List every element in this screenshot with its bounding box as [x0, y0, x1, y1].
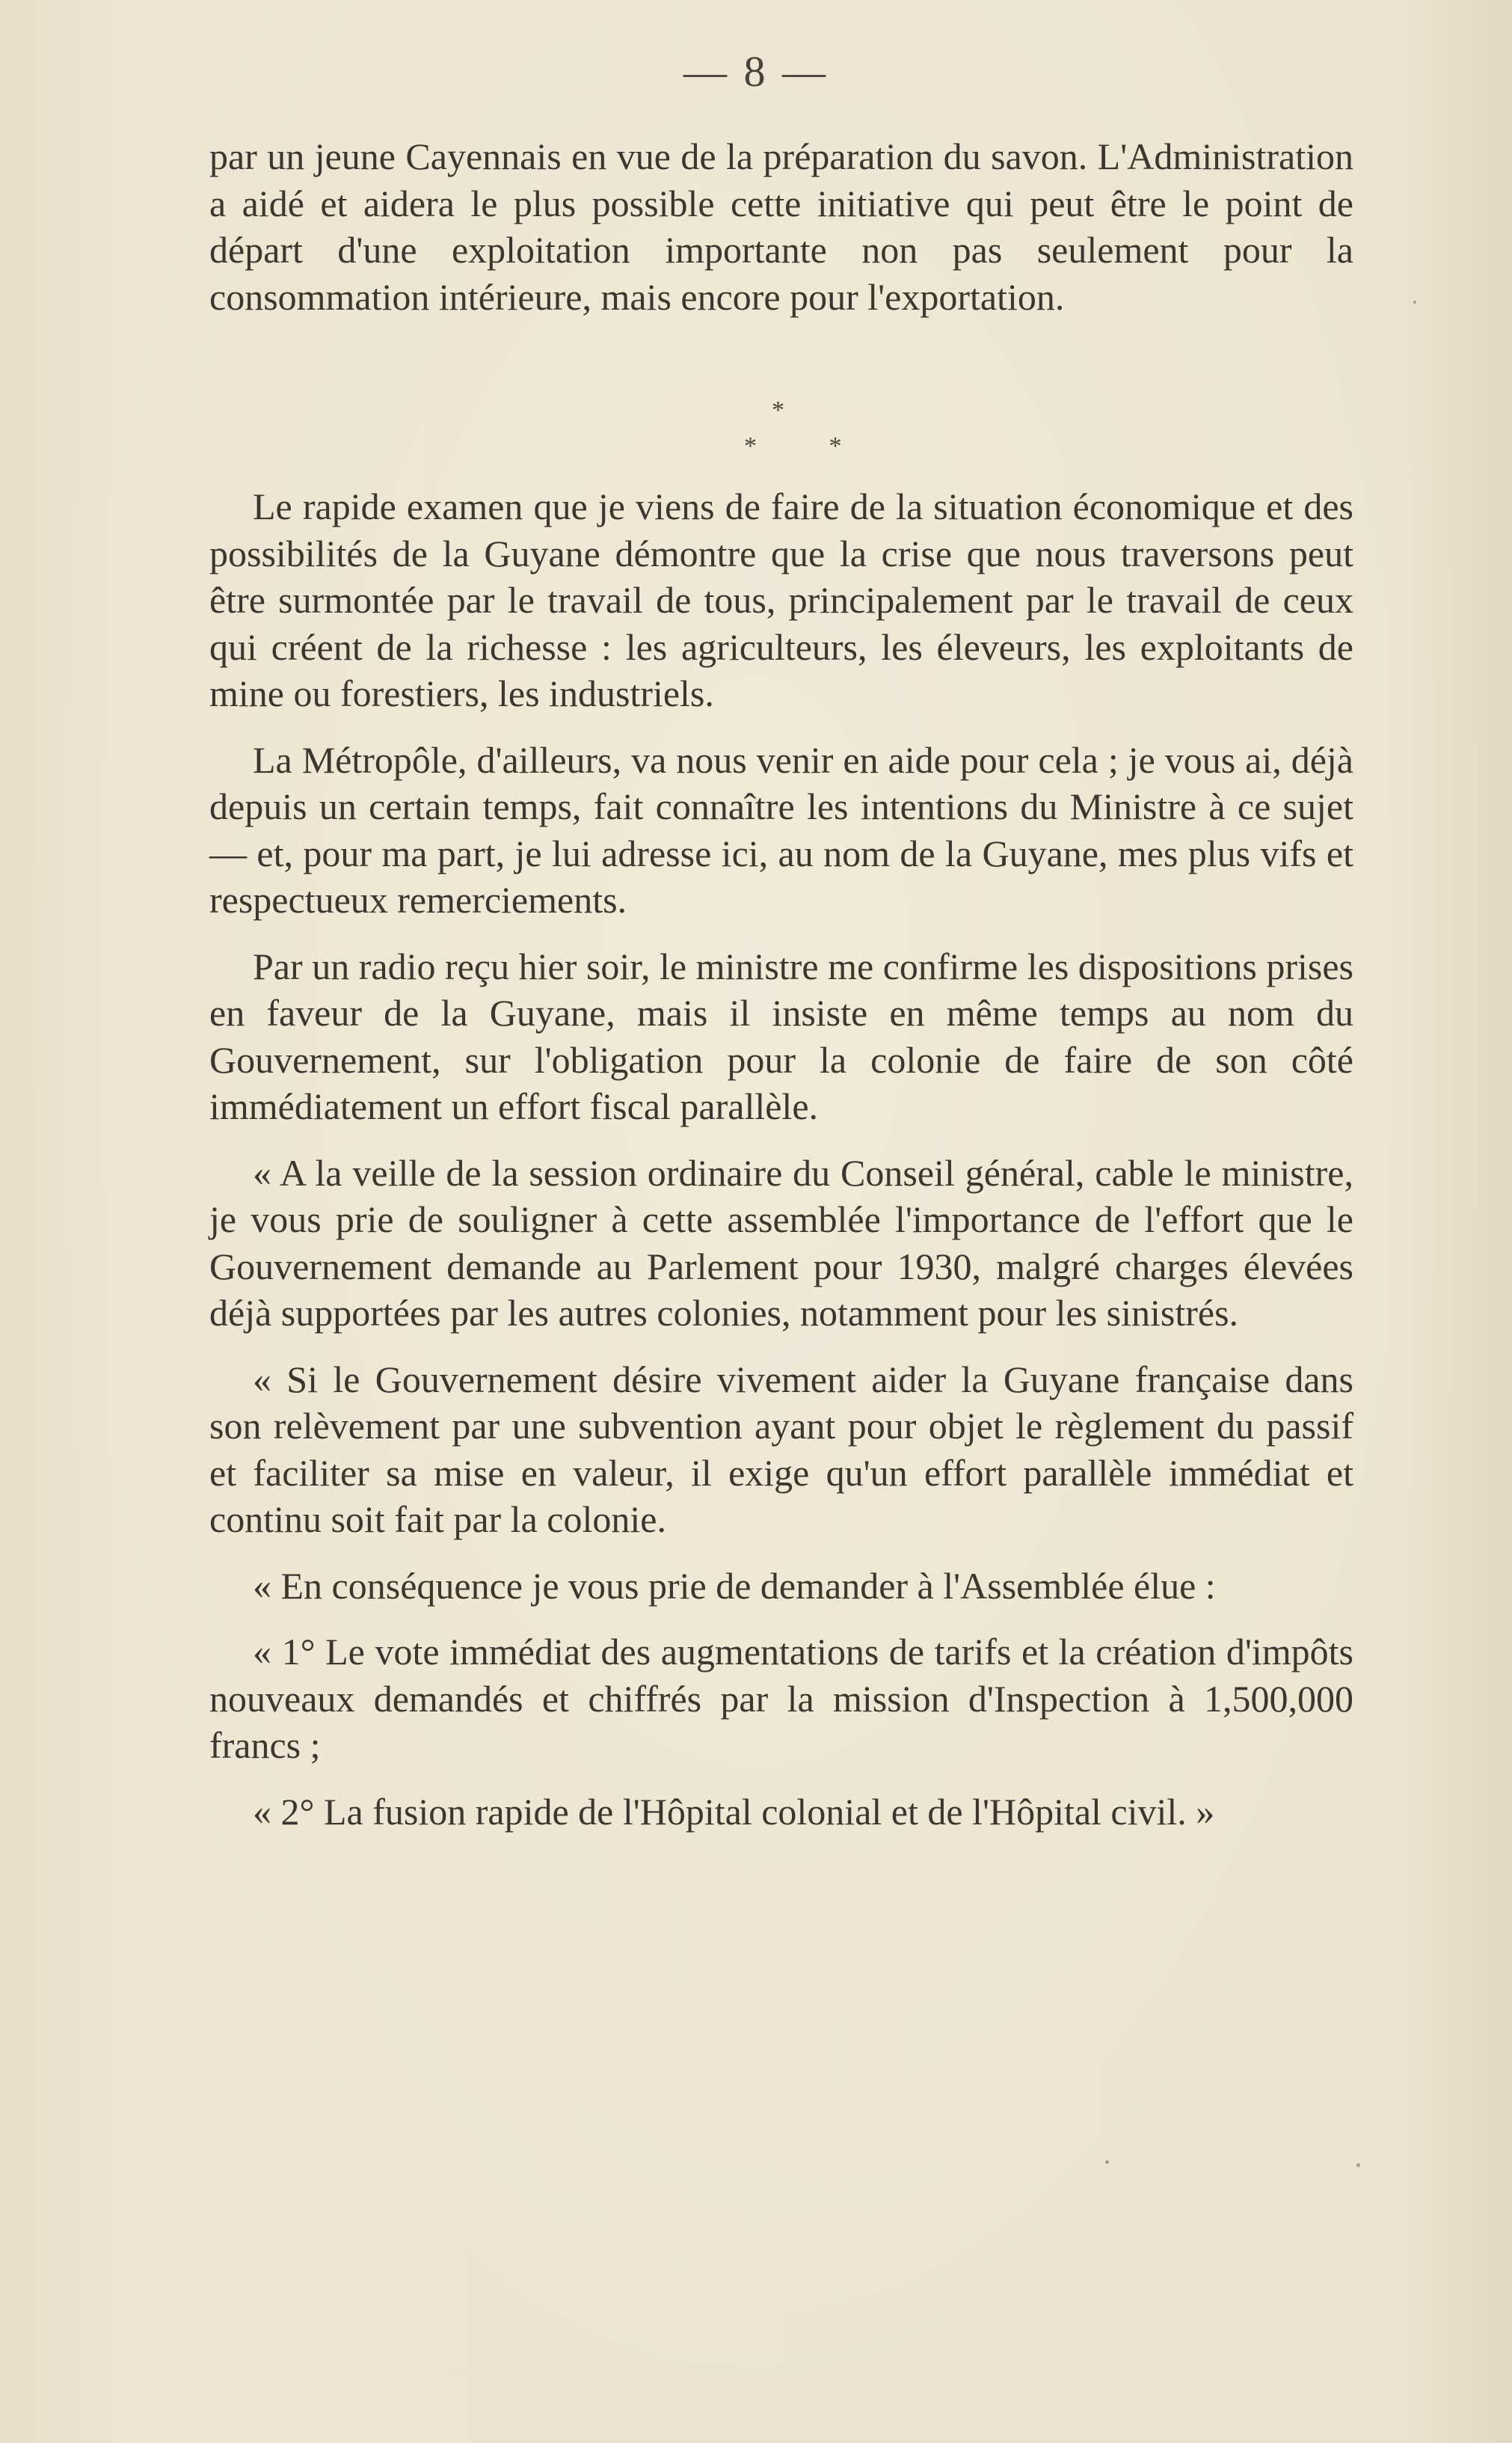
paper-speck	[1105, 2160, 1109, 2164]
paragraph-3: La Métropôle, d'ailleurs, va nous venir en aide pour cela ; je vous ai, déjà depuis un certain temps, fait connaître les intentions du Ministre à ce sujet — et, pour ma part, je lui adresse ici, au nom de la Guyane, mes plus vifs et respectueux remerciements.	[209, 738, 1353, 921]
quote-paragraph-3: « En conséquence je vous prie de demander à l'Assemblée élue :	[253, 1564, 1216, 1607]
paragraph-continuation	[209, 133, 1353, 320]
paper-speck	[1413, 301, 1416, 304]
quote-item-2: « 2° La fusion rapide de l'Hôpital colonial et de l'Hôpital civil. »	[253, 1790, 1215, 1833]
paragraph-2: Le rapide examen que je viens de faire de la situation économique et des possibilités de la Guyane démontre que la crise que nous traversons peut être surmontée par le travail de tous, principalement par le travail de ceux qui créent de la richesse : les agriculteurs, les éleveurs, les exploitants de mine ou forestiers, les industriels.	[209, 485, 1353, 714]
quote-paragraph-2: « Si le Gouvernement désire vivement aider la Guyane française dans son relèvement par une subvention ayant pour objet le règlement du passif et faciliter sa mise en valeur, il exige qu'un effort parallèle immédiat et continu soit fait par la colonie.	[209, 1358, 1353, 1540]
quote-paragraph-1: « A la veille de la session ordinaire du Conseil général, cable le ministre, je vous prie de souligner à cette assemblée l'importance de l'effort que le Gouvernement demande au Parlement pour 1930, malgré charges élevées déjà supportées par les autres colonies, notamment pour les sinistrés.	[209, 1151, 1353, 1334]
page-number: — 8 —	[683, 47, 829, 96]
paragraph-4: Par un radio reçu hier soir, le ministre me confirme les dispositions prises en faveur de la Guyane, mais il insiste en même temps au nom du Gouvernement, sur l'obligation pour la colonie de faire de son côté immédiatement un effort fiscal parallèle.	[209, 945, 1353, 1127]
separator-star-top: *	[772, 396, 784, 424]
main-text	[209, 483, 1353, 1835]
separator-stars-bottom: * *	[744, 432, 875, 460]
paper-speck	[1356, 2163, 1360, 2167]
paragraph-1: par un jeune Cayennais en vue de la préparation du savon. L'Administration a aidé et aidera le plus possible cette initiative qui peut être le point de départ d'une exploitation importante non pas seulement pour la consommation intérieure, mais encore pour l'exportation.	[209, 135, 1353, 318]
quote-item-1: « 1° Le vote immédiat des augmentations de tarifs et la création d'impôts nouveaux demandés et chiffrés par la mission d'Inspection à 1,500,000 francs ;	[209, 1631, 1353, 1766]
